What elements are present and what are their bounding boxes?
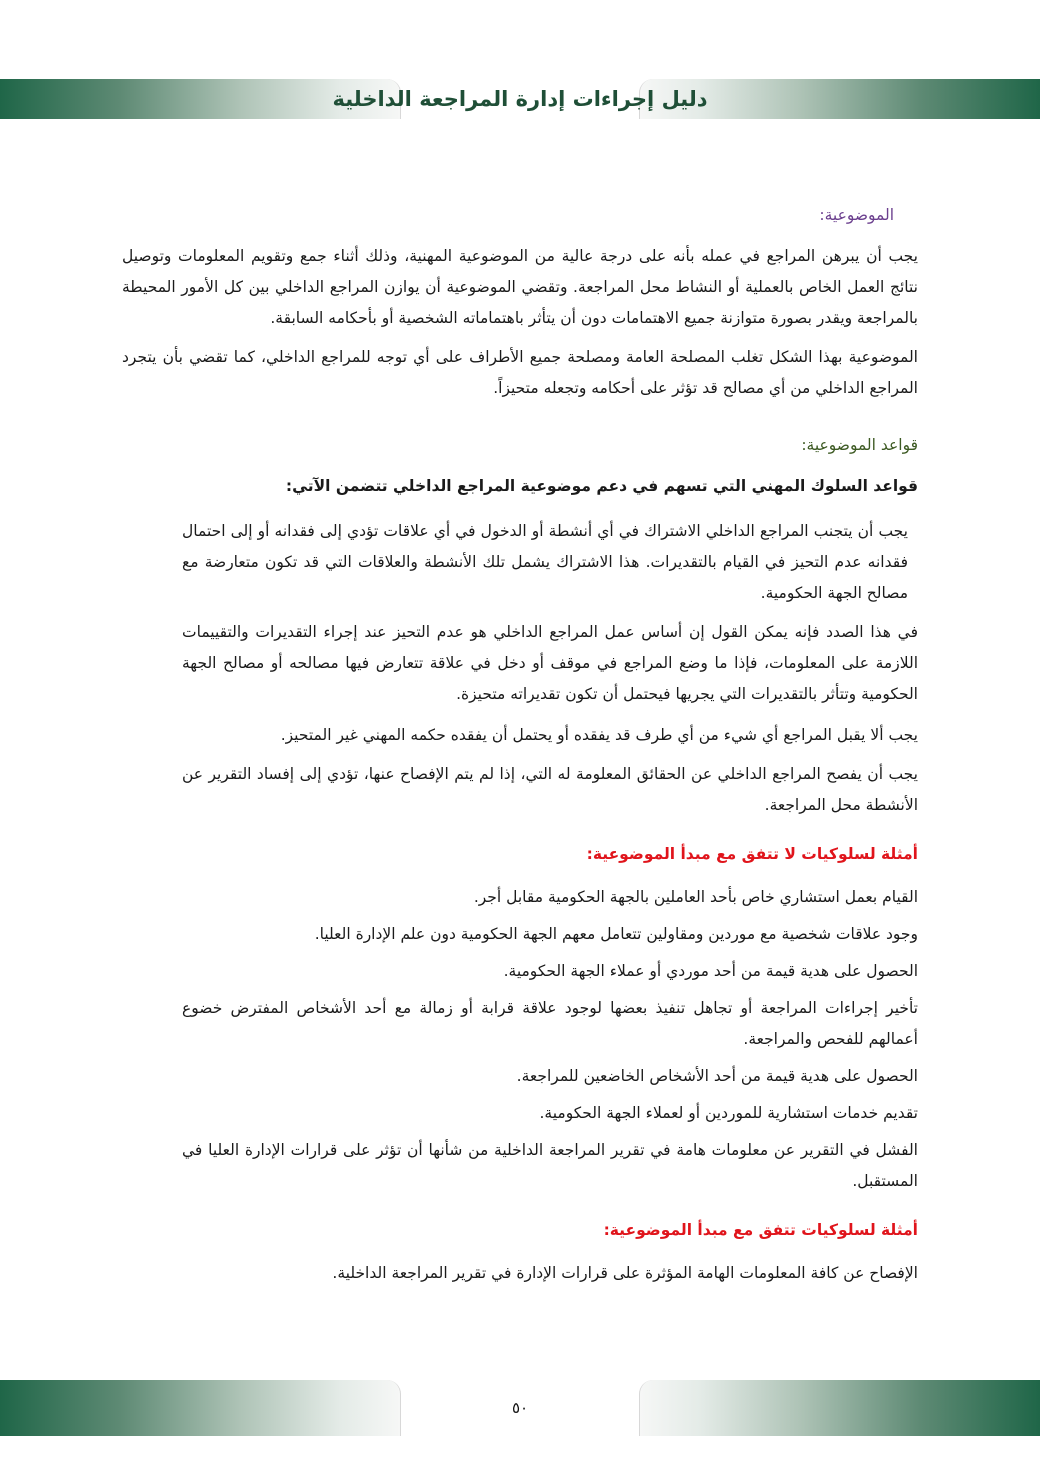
rule-item: يجب ألا يقبل المراجع أي شيء من أي طرف قد يفقده أو يحتمل أن يفقده حكمه المهني غير المتحيز. [280,726,918,744]
example-item: الفشل في التقرير عن معلومات هامة في تقرير المراجعة الداخلية من شأنها أن تؤثر على قرارات الإدارة العليا في المستقبل. [182,1141,918,1190]
rules-subheading: قواعد السلوك المهني التي تسهم في دعم موضوعية المراجع الداخلي تتضمن الآتي: [285,477,918,495]
rule-item: يجب أن يفصح المراجع الداخلي عن الحقائق المعلومة له التي، إذا لم يتم الإفصاح عنها، تؤدي إلى إفساد التقرير عن الأنشطة محل المراجعة. [182,765,918,814]
section-heading-compliant: أمثلة لسلوكيات تتفق مع مبدأ الموضوعية: [603,1221,918,1239]
example-item: تأخير إجراءات المراجعة أو تجاهل تنفيذ بعضها لوجود علاقة قرابة أو زمالة مع أحد الأشخاص المفترض خضوع أعمالهم للفحص والمراجعة. [182,999,918,1048]
example-item: الإفصاح عن كافة المعلومات الهامة المؤثرة على قرارات الإدارة في تقرير المراجعة الداخلية. [332,1264,918,1282]
page-number: ٥٠ [511,1399,529,1417]
paragraph: يجب أن يبرهن المراجع في عمله بأنه على درجة عالية من الموضوعية المهنية، وذلك أثناء جمع وتقويم المعلومات وتوصيل نتائج العمل الخاص بالعملية أو النشاط محل المراجعة. وتقضي الموضوعية أن يوازن المراجع الداخلي بين كل الأمور المحيطة بالمراجعة ويقدر بصورة متوازنة جميع الاهتمامات دون أن يتأثر باهتماماته الشخصية أو بأحكامه السابقة. [122,247,918,327]
section-heading-objectivity: الموضوعية: [819,206,894,224]
example-item: الحصول على هدية قيمة من أحد موردي أو عملاء الجهة الحكومية. [503,962,918,980]
example-item: تقديم خدمات استشارية للموردين أو لعملاء الجهة الحكومية. [539,1104,918,1122]
page-content [122,200,918,1295]
example-item: القيام بعمل استشاري خاص بأحد العاملين بالجهة الحكومية مقابل أجر. [473,888,918,906]
example-item: الحصول على هدية قيمة من أحد الأشخاص الخاضعين للمراجعة. [516,1067,918,1085]
section-heading-non-compliant: أمثلة لسلوكيات لا تتفق مع مبدأ الموضوعية: [586,845,918,863]
document-title: دليل إجراءات إدارة المراجعة الداخلية [332,87,708,111]
rule-item: يجب أن يتجنب المراجع الداخلي الاشتراك في أي أنشطة أو الدخول في أي علاقات تؤدي إلى فقدانه أو إلى احتمال فقدانه عدم التحيز في القيام بالتقديرات. هذا الاشتراك يشمل تلك الأنشطة والعلاقات التي قد تكون متعارضة مع مصالح الجهة الحكومية. [182,522,908,602]
paragraph: الموضوعية بهذا الشكل تغلب المصلحة العامة ومصلحة جميع الأطراف على أي توجه للمراجع الداخلي، كما تقضي بأن يتجرد المراجع الداخلي من أي مصالح قد تؤثر على أحكامه وتجعله متحيزاً. [122,348,918,397]
section-heading-rules: قواعد الموضوعية: [801,436,918,454]
example-item: وجود علاقات شخصية مع موردين ومقاولين تتعامل معهم الجهة الحكومية دون علم الإدارة العليا. [314,925,918,943]
rule-item: في هذا الصدد فإنه يمكن القول إن أساس عمل المراجع الداخلي هو عدم التحيز عند إجراء التقديرات والتقييمات اللازمة على المعلومات، فإذا ما وضع المراجع في موقف أو دخل في علاقة تتعارض فيها مصالحه أو مصالح الجهة الحكومية وتتأثر بالتقديرات التي يجريها فيحتمل أن تكون تقديراته متحيزة. [182,623,918,703]
